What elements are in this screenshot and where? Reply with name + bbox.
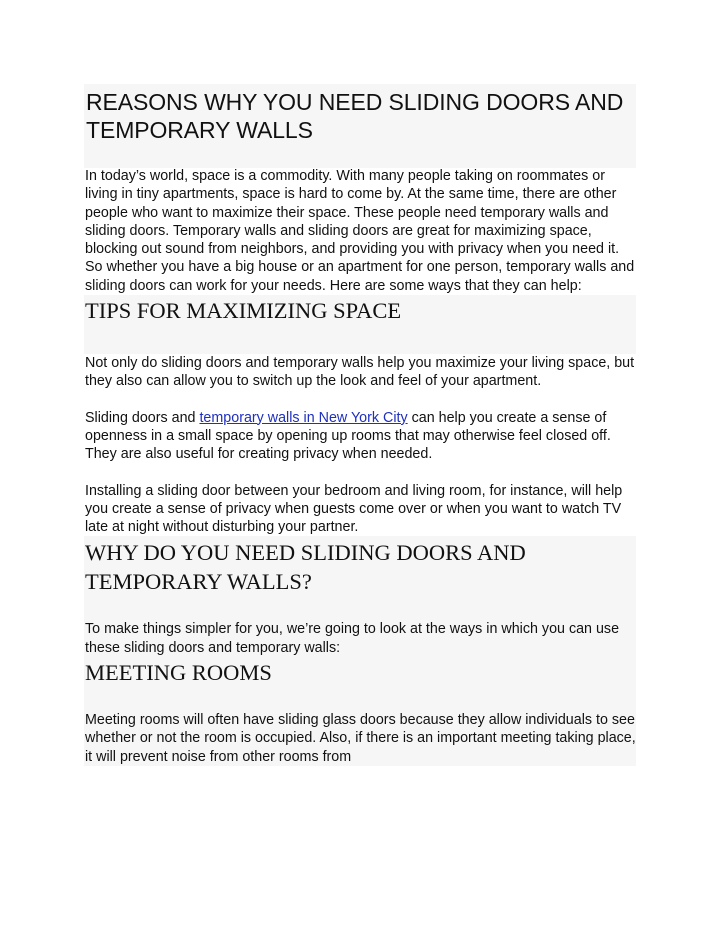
intro-paragraph-2: So whether you have a big house or an apartment for one person, temporary walls and sliding doors can work for your needs. Here are some ways that they can help:: [85, 259, 635, 294]
tips-paragraph-3: Installing a sliding door between your bedroom and living room, for instance, will help you create a sense of privacy when guests come over or when you want to watch TV late at night without disturbing your partner.: [85, 482, 623, 536]
why-paragraph-band: [84, 620, 636, 657]
tips-heading: TIPS FOR MAXIMIZING SPACE: [85, 298, 402, 324]
meeting-paragraph-band: [84, 711, 636, 766]
meeting-heading-band: [84, 657, 636, 711]
page-title: REASONS WHY YOU NEED SLIDING DOORS AND TEMPORARY WALLS: [86, 89, 624, 143]
meeting-paragraph-1: Meeting rooms will often have sliding glass doors because they allow individuals to see whether or not the room is occupied. Also, if there is an important meeting taking place, it will prevent noise from other rooms from: [85, 712, 636, 765]
spacer: [84, 391, 636, 409]
why-heading: WHY DO YOU NEED SLIDING DOORS AND TEMPORARY WALLS?: [85, 540, 526, 595]
tips-paragraph-1: Not only do sliding doors and temporary walls help you maximize your living space, but they also can allow you to switch up the look and feel of your apartment.: [85, 355, 635, 390]
intro-paragraph-1: In today’s world, space is a commodity. With many people taking on roommates or living in tiny apartments, space is hard to come by. At the same time, there are other people who want to maximize their space. These people need temporary walls and sliding doors. Temporary walls and sliding doors are great for maximizing space, blocking out sound from neighbors, and providing you with privacy when you need it.: [85, 168, 620, 258]
tips-paragraph-2-end: can help you create a sense of openness in a small space by opening up rooms that may otherwise feel closed off. They are also useful for creating privacy when needed.: [85, 409, 611, 463]
temporary-walls-nyc-link[interactable]: temporary walls in New York City: [199, 409, 408, 426]
tips-paragraph-2: [84, 409, 636, 464]
why-paragraph-1: To make things simpler for you, we’re going to look at the ways in which you can use these sliding doors and temporary walls:: [85, 621, 620, 656]
spacer: [84, 464, 636, 482]
title-band: [84, 84, 636, 168]
meeting-heading: MEETING ROOMS: [85, 660, 272, 686]
tips-paragraph-2-start: Sliding doors and: [85, 409, 200, 426]
tips-heading-band: [84, 295, 636, 354]
document-page: [84, 84, 636, 766]
why-heading-band: [84, 536, 636, 620]
